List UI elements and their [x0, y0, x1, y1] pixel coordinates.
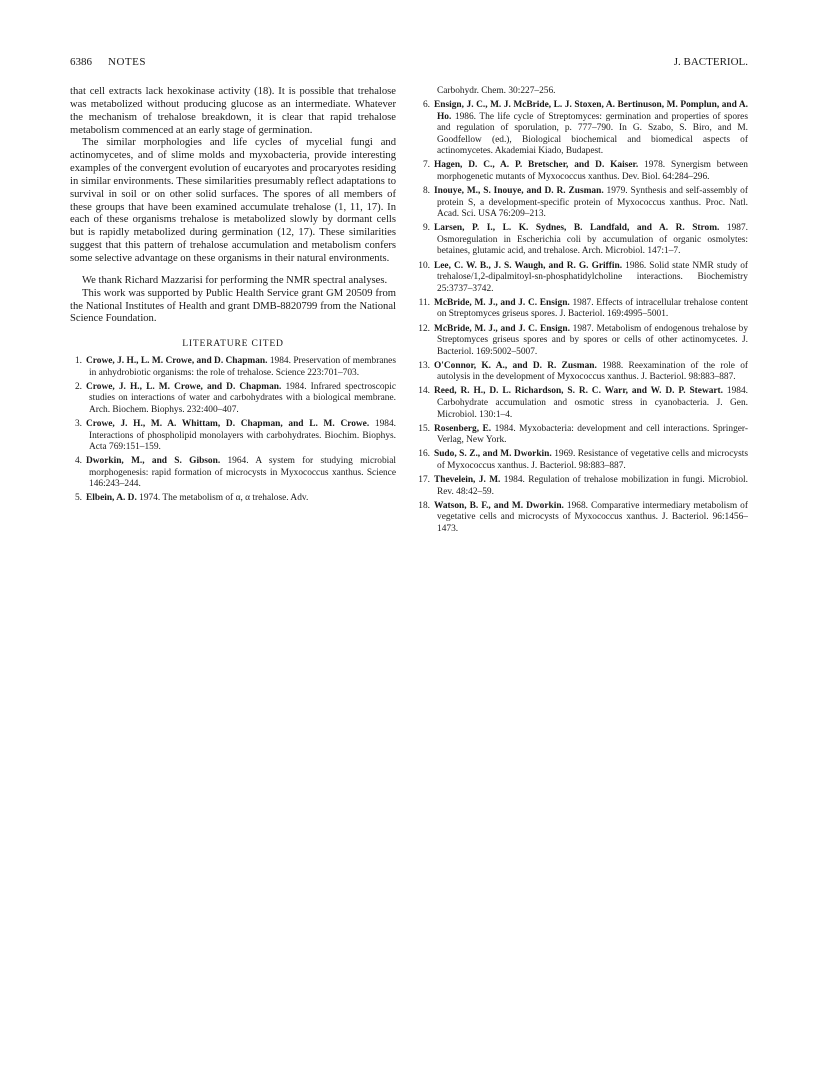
- reference-item: 2. Crowe, J. H., L. M. Crowe, and D. Chapman. 1984. Infrared spectroscopic studies on interactions of water and carbohydrates with a biological membrane. Arch. Biochem. Biophys. 232:400–407.: [74, 381, 396, 415]
- reference-item: 11. McBride, M. J., and J. C. Ensign. 1987. Effects of intracellular trehalose content on Streptomyces griseus spores. J. Bacteriol. 169:4995–5001.: [418, 297, 749, 320]
- reference-item: 5. Elbein, A. D. 1974. The metabolism of α, α trehalose. Adv.: [74, 493, 309, 504]
- reference-item: 10. Lee, C. W. B., J. S. Waugh, and R. G. Griffin. 1986. Solid state NMR study of trehalose/1,2-dipalmitoyl-sn-phosphatidylcholine interactions. Biochemistry 25:3737–3742.: [418, 260, 748, 294]
- reference-item: 13. O'Connor, K. A., and D. R. Zusman. 1988. Reexamination of the role of autolysis in the development of Myxococcus xanthus. J. Bacteriol. 98:883–887.: [418, 360, 749, 383]
- reference-item: 14. Reed, R. H., D. L. Richardson, S. R. C. Warr, and W. D. P. Stewart. 1984. Carbohydrate accumulation and osmotic stress in cyanobacteria. J. Gen. Microbiol. 130:1–4.: [418, 386, 748, 420]
- reference-item: 6. Ensign, J. C., M. J. McBride, L. J. Stoxen, A. Bertinuson, M. Pomplun, and A. Ho. 1986. The life cycle of Streptomyces: germination and properties of spores and regulation of sporulation, p. 777–790. In G. Szabo, S. Biro, and M. Goodfellow (ed.), Biological biochemical and biomedical aspects of actinomycetes. Akademiai Kiado, Budapest.: [422, 100, 748, 157]
- reference-item: 1. Crowe, J. H., L. M. Crowe, and D. Chapman. 1984. Preservation of membranes in anhydrobiotic organisms: the role of trehalose. Science 223:701–703.: [74, 356, 396, 378]
- reference-item: 8. Inouye, M., S. Inouye, and D. R. Zusman. 1979. Synthesis and self-assembly of protein S, a development-specific protein of Myxococcus xanthus. Proc. Natl. Acad. Sci. USA 76:209–213.: [422, 186, 748, 220]
- body-paragraph: The similar morphologies and life cycles of mycelial fungi and actinomycetes, and of slime molds and myxobacteria, provide interesting examples of the convergent evolution of eucaryotes and procaryotes residing in similar environments. These similarities presumably reflect adaptations to survival in soil or on other solid surfaces. The spores of all members of these groups that have been examined accumulate trehalose (1, 11, 17). In each of these organisms trehalose is metabolized slowly by dormant cells but is rapidly metabolized during germination (12, 17). These similarities suggest that this pattern of trehalose accumulation and metabolism confers some selective advantage on these organisms in their natural environments.: [70, 137, 396, 264]
- body-paragraph: that cell extracts lack hexokinase activity (18). It is possible that trehalose was metabolized without producing glucose as an intermediate. Whatever the mechanism of trehalose breakdown, it is clear that rapid trehalose metabolism commenced at an early stage of germination.: [70, 86, 396, 136]
- reference-item: 18. Watson, B. F., and M. Dworkin. 1968. Comparative intermediary metabolism of vegetative cells and microcysts of Myxococcus xanthus. J. Bacteriol. 96:1456–1473.: [418, 500, 748, 534]
- reference-item: 3. Crowe, J. H., M. A. Whittam, D. Chapman, and L. M. Crowe. 1984. Interactions of phospholipid monolayers with carbohydrates. Biochim. Biophys. Acta 769:151–159.: [74, 418, 396, 453]
- funding-paragraph: This work was supported by Public Health Service grant GM 20509 from the National Institutes of Health and grant DMB-8820799 from the National Science Foundation.: [70, 287, 396, 325]
- reference-list-left: [70, 356, 396, 505]
- page-header: [70, 56, 748, 72]
- reference-item: 16. Sudo, S. Z., and M. Dworkin. 1969. Resistance of vegetative cells and microcysts of Myxococcus xanthus. J. Bacteriol. 98:883–887.: [418, 449, 748, 471]
- page-number: 6386: [70, 56, 92, 68]
- reference-item: 17. Thevelein, J. M. 1984. Regulation of trehalose mobilization in fungi. Microbiol. Rev. 48:42–59.: [418, 475, 748, 497]
- reference-item: 7. Hagen, D. C., A. P. Bretscher, and D. Kaiser. 1978. Synergism between morphogenetic mutants of Myxococcus xanthus. Dev. Biol. 64:284–296.: [422, 160, 748, 183]
- section-label: NOTES: [108, 56, 146, 68]
- reference-item: 9. Larsen, P. I., L. K. Sydnes, B. Landfald, and A. R. Strom. 1987. Osmoregulation in Escherichia coli by accumulation of organic osmolytes: betaines, glutamic acid, and trehalose. Arch. Microbiol. 147:1–7.: [422, 223, 748, 257]
- right-column: [418, 86, 748, 538]
- journal-name: J. BACTERIOL.: [673, 56, 748, 68]
- reference-continuation: Carbohydr. Chem. 30:227–256.: [437, 86, 556, 96]
- literature-cited-heading: LITERATURE CITED: [182, 338, 284, 350]
- reference-list-right: [418, 100, 748, 535]
- reference-item: 15. Rosenberg, E. 1984. Myxobacteria: development and cell interactions. Springer-Verlag, New York.: [418, 423, 748, 446]
- acknowledgment-paragraph: We thank Richard Mazzarisi for performing the NMR spectral analyses.: [82, 274, 388, 286]
- reference-item: 4. Dworkin, M., and S. Gibson. 1964. A system for studying microbial morphogenesis: rapid formation of microcysts in Myxococcus xanthus. Science 146:243–244.: [74, 456, 397, 490]
- reference-item: 12. McBride, M. J., and J. C. Ensign. 1987. Metabolism of endogenous trehalose by Streptomyces griseus spores and by spores or cells of other actinomycetes. J. Bacteriol. 169:5002–5007.: [418, 323, 749, 357]
- left-column: [70, 86, 396, 508]
